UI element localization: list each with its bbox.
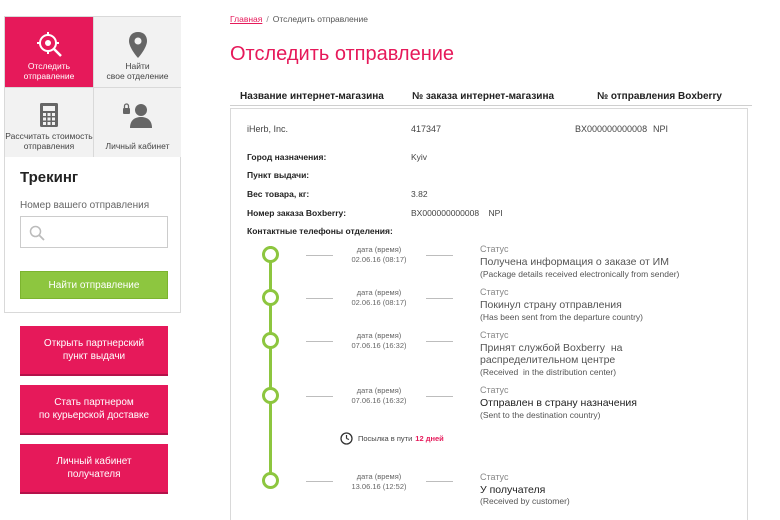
detail-value-city: Kyiv <box>411 152 428 162</box>
header-divider <box>230 105 752 106</box>
calculator-icon <box>39 102 59 128</box>
shipment-number: BX000000000008 <box>575 124 648 134</box>
timeline-connector <box>306 481 333 482</box>
column-header-store: Название интернет-магазина <box>240 91 384 102</box>
timeline-dot <box>262 387 279 404</box>
tile-personal-account[interactable] <box>93 87 181 157</box>
timeline-dot <box>262 332 279 349</box>
event-title: У получателя <box>480 484 546 496</box>
tile-track-shipment[interactable] <box>5 17 93 87</box>
tile-find-office[interactable] <box>93 17 181 87</box>
shipment-tag: NPI <box>653 124 669 134</box>
timeline-connector <box>426 396 453 397</box>
open-partner-pickup-button[interactable] <box>20 326 168 374</box>
timeline-connector <box>426 481 453 482</box>
event-date: дата (время) 13.06.16 (12:52) <box>351 472 407 491</box>
tile-label-line2: отправление <box>23 70 75 81</box>
tile-calculate-cost[interactable] <box>5 87 93 157</box>
column-header-shipment: № отправления Boxberry <box>597 91 722 102</box>
event-status-caption: Статус <box>480 385 509 395</box>
event-title: Принят службой Boxberry на распределительном центре <box>480 342 623 366</box>
tracking-search-box <box>20 216 168 248</box>
timeline-connector <box>426 255 453 256</box>
event-date: дата (время) 02.06.16 (08:17) <box>351 245 407 264</box>
timeline-connector <box>306 298 333 299</box>
page-title: Отследить отправление <box>230 43 455 65</box>
detail-label-pickup: Пункт выдачи: <box>247 170 310 180</box>
map-pin-icon <box>127 31 149 59</box>
breadcrumb-current: Отследить отправление <box>272 14 368 24</box>
timeline-connector <box>306 341 333 342</box>
event-status-caption: Статус <box>480 330 509 340</box>
column-header-order: № заказа интернет-магазина <box>412 91 555 102</box>
event-date: дата (время) 02.06.16 (08:17) <box>351 288 407 307</box>
timeline-line <box>269 402 272 480</box>
tracking-title: Трекинг <box>20 169 79 186</box>
event-status-caption: Статус <box>480 287 509 297</box>
button-label: Открыть партнерский пункт выдачи <box>43 338 145 362</box>
recipient-account-button[interactable] <box>20 444 168 492</box>
event-status-caption: Статус <box>480 472 509 482</box>
event-date: дата (время) 07.06.16 (16:32) <box>351 386 407 405</box>
user-lock-icon <box>121 102 155 128</box>
breadcrumb <box>230 14 368 24</box>
become-courier-partner-button[interactable] <box>20 385 168 433</box>
timeline-connector <box>426 298 453 299</box>
crosshair-icon <box>36 31 62 57</box>
timeline-dot <box>262 246 279 263</box>
timeline-connector <box>426 341 453 342</box>
find-shipment-button[interactable]: Найти отправление <box>20 271 168 299</box>
detail-label-city: Город назначения: <box>247 152 327 162</box>
button-label: Личный кабинет получателя <box>56 456 132 480</box>
event-date: дата (время) 07.06.16 (16:32) <box>351 331 407 350</box>
search-icon <box>29 225 45 241</box>
order-number: 417347 <box>411 124 442 134</box>
tile-label-line1: Рассчитать стоимость <box>5 131 93 141</box>
transit-text: Посылка в пути <box>358 434 413 443</box>
service-tiles <box>4 16 181 157</box>
tracking-panel <box>4 157 181 313</box>
timeline-connector <box>306 255 333 256</box>
event-title-en: (Received in the distribution center) <box>480 367 617 377</box>
timeline-dot <box>262 472 279 489</box>
event-title-en: (Sent to the destination country) <box>480 410 601 420</box>
tracking-input-label: Номер вашего отправления <box>20 200 150 211</box>
tile-label-line1: Найти <box>125 61 150 71</box>
detail-label-weight: Вес товара, кг: <box>247 189 310 199</box>
detail-value-weight: 3.82 <box>411 189 428 199</box>
event-title: Покинул страну отправления <box>480 299 622 311</box>
breadcrumb-home-link[interactable]: Главная <box>230 14 263 24</box>
timeline-dot <box>262 289 279 306</box>
event-title: Получена информация о заказе от ИМ <box>480 256 669 268</box>
timeline-connector <box>306 396 333 397</box>
event-title-en: (Has been sent from the departure country) <box>480 312 643 322</box>
store-name: iHerb, Inc. <box>247 124 289 134</box>
tile-label-line2: отправления <box>23 140 75 151</box>
event-title-en: (Received by customer) <box>480 496 570 506</box>
breadcrumb-separator: / <box>266 14 269 24</box>
event-title: Отправлен в страну назначения <box>480 397 637 409</box>
event-title-en: (Package details received electronically from sender) <box>480 269 680 279</box>
button-label: Стать партнером по курьерской доставке <box>38 397 150 421</box>
transit-days: 12 дней <box>415 434 444 443</box>
tile-label-line1: Личный кабинет <box>105 140 170 151</box>
tile-label-line2: свое отделение <box>106 70 169 81</box>
timeline-line <box>269 246 272 393</box>
detail-value-boxberry-order: BX000000000008 NPI <box>411 208 503 218</box>
detail-label-phones: Контактные телефоны отделения: <box>247 226 393 236</box>
clock-icon <box>340 432 353 445</box>
event-status-caption: Статус <box>480 244 509 254</box>
tile-label-line1: Отследить <box>27 61 71 71</box>
detail-label-boxberry-order: Номер заказа Boxberry: <box>247 208 347 218</box>
transit-duration <box>340 432 444 445</box>
